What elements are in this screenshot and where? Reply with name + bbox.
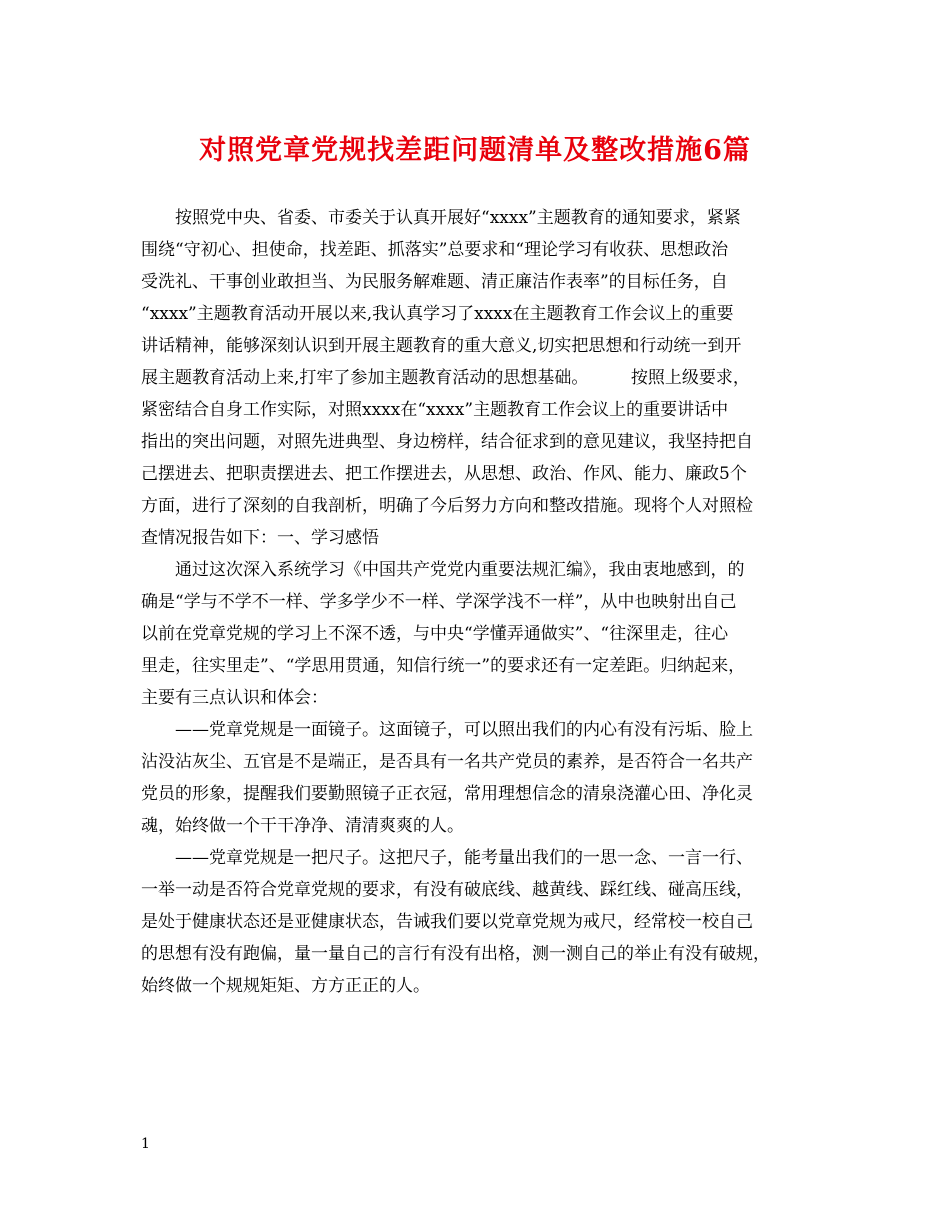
text-line: 紧密结合自身工作实际，对照xxxx在“xxxx”主题教育工作会议上的重要讲话中: [141, 400, 729, 420]
text-line: “xxxx”主题教育活动开展以来,我认真学习了xxxx在主题教育工作会议上的重要: [141, 304, 734, 324]
document-title: 对照党章党规找差距问题清单及整改措施6篇: [199, 135, 751, 166]
text-line: 讲话精神，能够深刻认识到开展主题教育的重大意义,切实把思想和行动统一到开: [141, 336, 742, 356]
text-line: 主要有三点认识和体会：: [141, 688, 328, 708]
paragraph-1: [141, 202, 823, 554]
text-line: 的思想有没有跑偏，量一量自己的言行有没有出格，测一测自己的举止有没有破规，: [141, 944, 770, 964]
text-line: 己摆进去、把职责摆进去、把工作摆进去，从思想、政治、作风、能力、廉政5个: [141, 464, 747, 484]
text-line: 党员的形象，提醒我们要勤照镜子正衣冠，常用理想信念的清泉浇灌心田、净化灵: [141, 784, 753, 804]
text-line: 查情况报告如下：一、学习感悟: [141, 528, 379, 548]
text-line: 确是“学与不学不一样、学多学少不一样、学深学浅不一样”，从中也映射出自己: [141, 592, 737, 612]
text-line: 沾没沾灰尘、五官是不是端正，是否具有一名共产党员的素养，是否符合一名共产: [141, 752, 753, 772]
text-line: 是处于健康状态还是亚健康状态，告诫我们要以党章党规为戒尺，经常校一校自己: [141, 912, 753, 932]
text-line: 以前在党章党规的学习上不深不透，与中央“学懂弄通做实”、“往深里走，往心: [141, 624, 729, 644]
paragraph-2: [141, 554, 823, 714]
text-line: ——党章党规是一面镜子。这面镜子，可以照出我们的内心有没有污垢、脸上: [175, 720, 753, 740]
text-line: 魂，始终做一个干干净净、清清爽爽的人。: [141, 816, 464, 836]
paragraph-3: [141, 714, 823, 842]
page-number: 1: [141, 1136, 150, 1152]
text-line: 始终做一个规规矩矩、方方正正的人。: [141, 976, 430, 996]
document-body: [141, 202, 823, 1002]
text-line: 方面，进行了深刻的自我剖析，明确了今后努力方向和整改措施。现将个人对照检: [141, 496, 753, 516]
text-line: 一举一动是否符合党章党规的要求，有没有破底线、越黄线、踩红线、碰高压线，: [141, 880, 753, 900]
text-line: 按照党中央、省委、市委关于认真开展好“xxxx”主题教育的通知要求，紧紧: [175, 208, 741, 228]
text-line: 里走，往实里走”、“学思用贯通，知信行统一”的要求还有一定差距。归纳起来，: [141, 656, 746, 676]
text-line: 围绕“守初心、担使命，找差距、抓落实”总要求和“理论学习有收获、思想政治: [141, 240, 729, 260]
text-line: 指出的突出问题，对照先进典型、身边榜样，结合征求到的意见建议，我坚持把自: [141, 432, 753, 452]
paragraph-4: [141, 842, 823, 1002]
text-line: 展主题教育活动上来,打牢了参加主题教育活动的思想基础。 按照上级要求，: [141, 368, 750, 388]
text-line: ——党章党规是一把尺子。这把尺子，能考量出我们的一思一念、一言一行、: [175, 848, 753, 868]
text-line: 通过这次深入系统学习《中国共产党党内重要法规汇编》，我由衷地感到，的: [175, 560, 745, 580]
text-line: 受洗礼、干事创业敢担当、为民服务解难题、清正廉洁作表率”的目标任务，自: [141, 272, 728, 292]
